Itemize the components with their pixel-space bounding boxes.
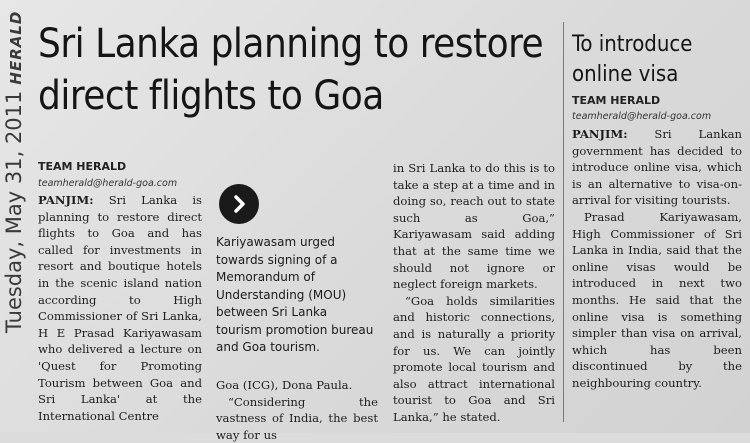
main-dateline: PANJIM: — [38, 193, 94, 207]
side-dateline: PANJIM: — [572, 127, 628, 141]
main-headline — [38, 18, 558, 122]
dateline-vertical — [2, 10, 30, 333]
side-paragraph-1: Sri Lankan government has decided to introduce online visa, which is an alternative to visa-on-arrival for visiting tourists. — [572, 127, 742, 208]
main-col1-text: Sri Lanka is planning to restore direct flights to Goa and has called for investments in resort and boutique hotels in the scenic island nation according to High Commissioner of Sri Lanka, H E Prasad Kariyawasam who delivered a lecture on 'Quest for Promoting Tourism between Goa and Sri Lanka' at the International Centre — [38, 193, 202, 423]
headline-line-1: Sri Lanka planning to restore — [38, 21, 544, 67]
side-email: teamherald@herald-goa.com — [572, 111, 712, 122]
col2-line-2: “Considering the vastness of India, the best way for us — [216, 394, 378, 442]
pull-quote: Kariyawasam urged towards signing of a Memorandum of Understanding (MOU) between Sri Lanka tourism promotion bureau and Goa tourism. — [216, 235, 374, 354]
paper-name: HERALD — [7, 10, 25, 85]
main-email: teamherald@herald-goa.com — [38, 178, 178, 189]
side-headline-line-2: online visa — [572, 62, 679, 87]
headline-line-2: direct flights to Goa — [38, 73, 384, 119]
main-byline: TEAM HERALD — [38, 160, 127, 173]
date-text: Tuesday, May 31, 2011 — [2, 90, 26, 333]
side-paragraph-2: Prasad Kariyawasam, High Commissioner of Sri Lanka in India, said that the online visas would be introduced in next two months. He said that the online visa is something simpler than visa on arrival, which has been discontinued by the neighbouring country. — [572, 209, 742, 390]
side-byline: TEAM HERALD — [572, 94, 661, 107]
side-headline — [572, 30, 742, 90]
column-divider — [563, 22, 564, 422]
main-column-3 — [393, 160, 555, 426]
col3-paragraph-1: in Sri Lanka to do this is to take a step at a time and in doing so, reach out to state such as Goa,” Kariyawasam said adding that at the same time we should not ignore or neglect foreign markets. — [393, 161, 555, 292]
col2-line-1: Goa (ICG), Dona Paula. — [216, 378, 353, 392]
chevron-right-icon — [219, 184, 259, 224]
main-column-2 — [216, 377, 378, 443]
main-column-1 — [38, 192, 202, 424]
col3-paragraph-2: “Goa holds similarities and historic connections, and is naturally a priority for us. We can jointly promote local tourism and also attract international tourist to Goa and Sri Lanka,” he stated. — [393, 293, 555, 424]
side-column — [572, 126, 742, 392]
side-headline-line-1: To introduce — [572, 32, 693, 57]
